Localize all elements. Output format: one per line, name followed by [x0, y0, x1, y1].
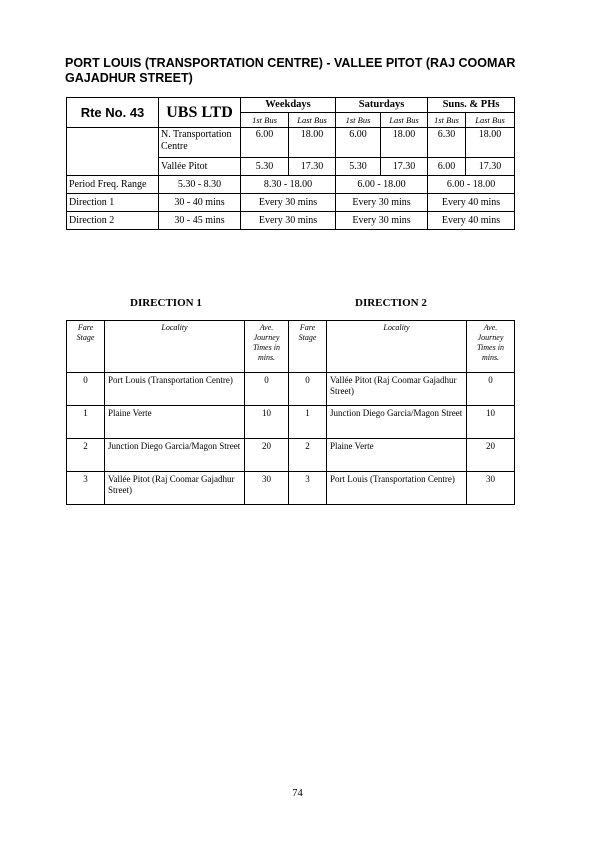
- group-header: Saturdays: [336, 98, 428, 113]
- table-row: [67, 439, 515, 472]
- locality-header: Locality: [327, 321, 467, 373]
- group-header: Weekdays: [241, 98, 336, 113]
- stop-name: N. Transportation Centre: [159, 128, 241, 158]
- page-number: 74: [292, 788, 303, 799]
- time-cell: 6.00: [336, 128, 381, 158]
- fare-stage: 0: [289, 373, 327, 406]
- time-cell: 6.00: [428, 158, 466, 176]
- blank-cell: [67, 128, 159, 176]
- locality-header: Locality: [105, 321, 245, 373]
- locality: Vallée Pitot (Raj Coomar Gajadhur Street): [105, 472, 245, 505]
- journey-time: 30: [245, 472, 289, 505]
- fare-stage: 2: [67, 439, 105, 472]
- time-cell: 5.30: [241, 158, 289, 176]
- fare-stage: 3: [67, 472, 105, 505]
- journey-time: 10: [245, 406, 289, 439]
- direction-1-title: DIRECTION 1: [130, 297, 202, 309]
- stop-name: Vallée Pitot: [159, 158, 241, 176]
- locality: Port Louis (Transportation Centre): [105, 373, 245, 406]
- summary-value: 30 - 40 mins: [159, 194, 241, 212]
- journey-time: 10: [467, 406, 515, 439]
- time-cell: 17.30: [289, 158, 336, 176]
- summary-label: Direction 2: [67, 212, 159, 230]
- time-cell: 6.00: [241, 128, 289, 158]
- time-cell: 18.00: [289, 128, 336, 158]
- locality: Junction Diego Garcia/Magon Street: [105, 439, 245, 472]
- summary-label: Direction 1: [67, 194, 159, 212]
- journey-time: 20: [467, 439, 515, 472]
- fare-stage-table: [66, 320, 515, 505]
- journey-time: 0: [467, 373, 515, 406]
- locality: Port Louis (Transportation Centre): [327, 472, 467, 505]
- fare-stage: 1: [289, 406, 327, 439]
- bus-label: Last Bus: [466, 113, 515, 128]
- locality: Vallée Pitot (Raj Coomar Gajadhur Street): [327, 373, 467, 406]
- fare-stage: 1: [67, 406, 105, 439]
- table-row: [67, 472, 515, 505]
- journey-time: 20: [245, 439, 289, 472]
- summary-label: Period Freq. Range: [67, 176, 159, 194]
- time-cell: 18.00: [381, 128, 428, 158]
- operator-name: UBS LTD: [159, 98, 241, 128]
- summary-value: 5.30 - 8.30: [159, 176, 241, 194]
- bus-label: Last Bus: [381, 113, 428, 128]
- route-number: Rte No. 43: [67, 98, 159, 128]
- direction-2-title: DIRECTION 2: [355, 297, 427, 309]
- journey-time-header: Ave. Journey Times in mins.: [245, 321, 289, 373]
- bus-label: Last Bus: [289, 113, 336, 128]
- table-row: [67, 373, 515, 406]
- summary-value: Every 30 mins: [241, 212, 336, 230]
- page-title: PORT LOUIS (TRANSPORTATION CENTRE) - VALLEE PITOT (RAJ COOMAR GAJADHUR STREET): [65, 56, 516, 85]
- bus-label: 1st Bus: [336, 113, 381, 128]
- summary-value: Every 30 mins: [336, 194, 428, 212]
- fare-stage: 3: [289, 472, 327, 505]
- locality: Junction Diego Garcia/Magon Street: [327, 406, 467, 439]
- time-cell: 5.30: [336, 158, 381, 176]
- summary-value: 30 - 45 mins: [159, 212, 241, 230]
- locality: Plaine Verte: [327, 439, 467, 472]
- journey-time: 30: [467, 472, 515, 505]
- summary-value: 8.30 - 18.00: [241, 176, 336, 194]
- summary-value: Every 30 mins: [336, 212, 428, 230]
- fare-stage: 2: [289, 439, 327, 472]
- fare-stage-header: Fare Stage: [289, 321, 327, 373]
- table-row: [67, 406, 515, 439]
- time-cell: 17.30: [381, 158, 428, 176]
- summary-value: 6.00 - 18.00: [336, 176, 428, 194]
- fare-stage-header: Fare Stage: [67, 321, 105, 373]
- fare-stage: 0: [67, 373, 105, 406]
- timetable: [66, 97, 515, 230]
- journey-time-header: Ave. Journey Times in mins.: [467, 321, 515, 373]
- group-header: Suns. & PHs: [428, 98, 515, 113]
- journey-time: 0: [245, 373, 289, 406]
- bus-label: 1st Bus: [428, 113, 466, 128]
- time-cell: 6.30: [428, 128, 466, 158]
- summary-value: Every 40 mins: [428, 212, 515, 230]
- time-cell: 17.30: [466, 158, 515, 176]
- summary-value: Every 40 mins: [428, 194, 515, 212]
- locality: Plaine Verte: [105, 406, 245, 439]
- summary-value: 6.00 - 18.00: [428, 176, 515, 194]
- bus-label: 1st Bus: [241, 113, 289, 128]
- summary-value: Every 30 mins: [241, 194, 336, 212]
- time-cell: 18.00: [466, 128, 515, 158]
